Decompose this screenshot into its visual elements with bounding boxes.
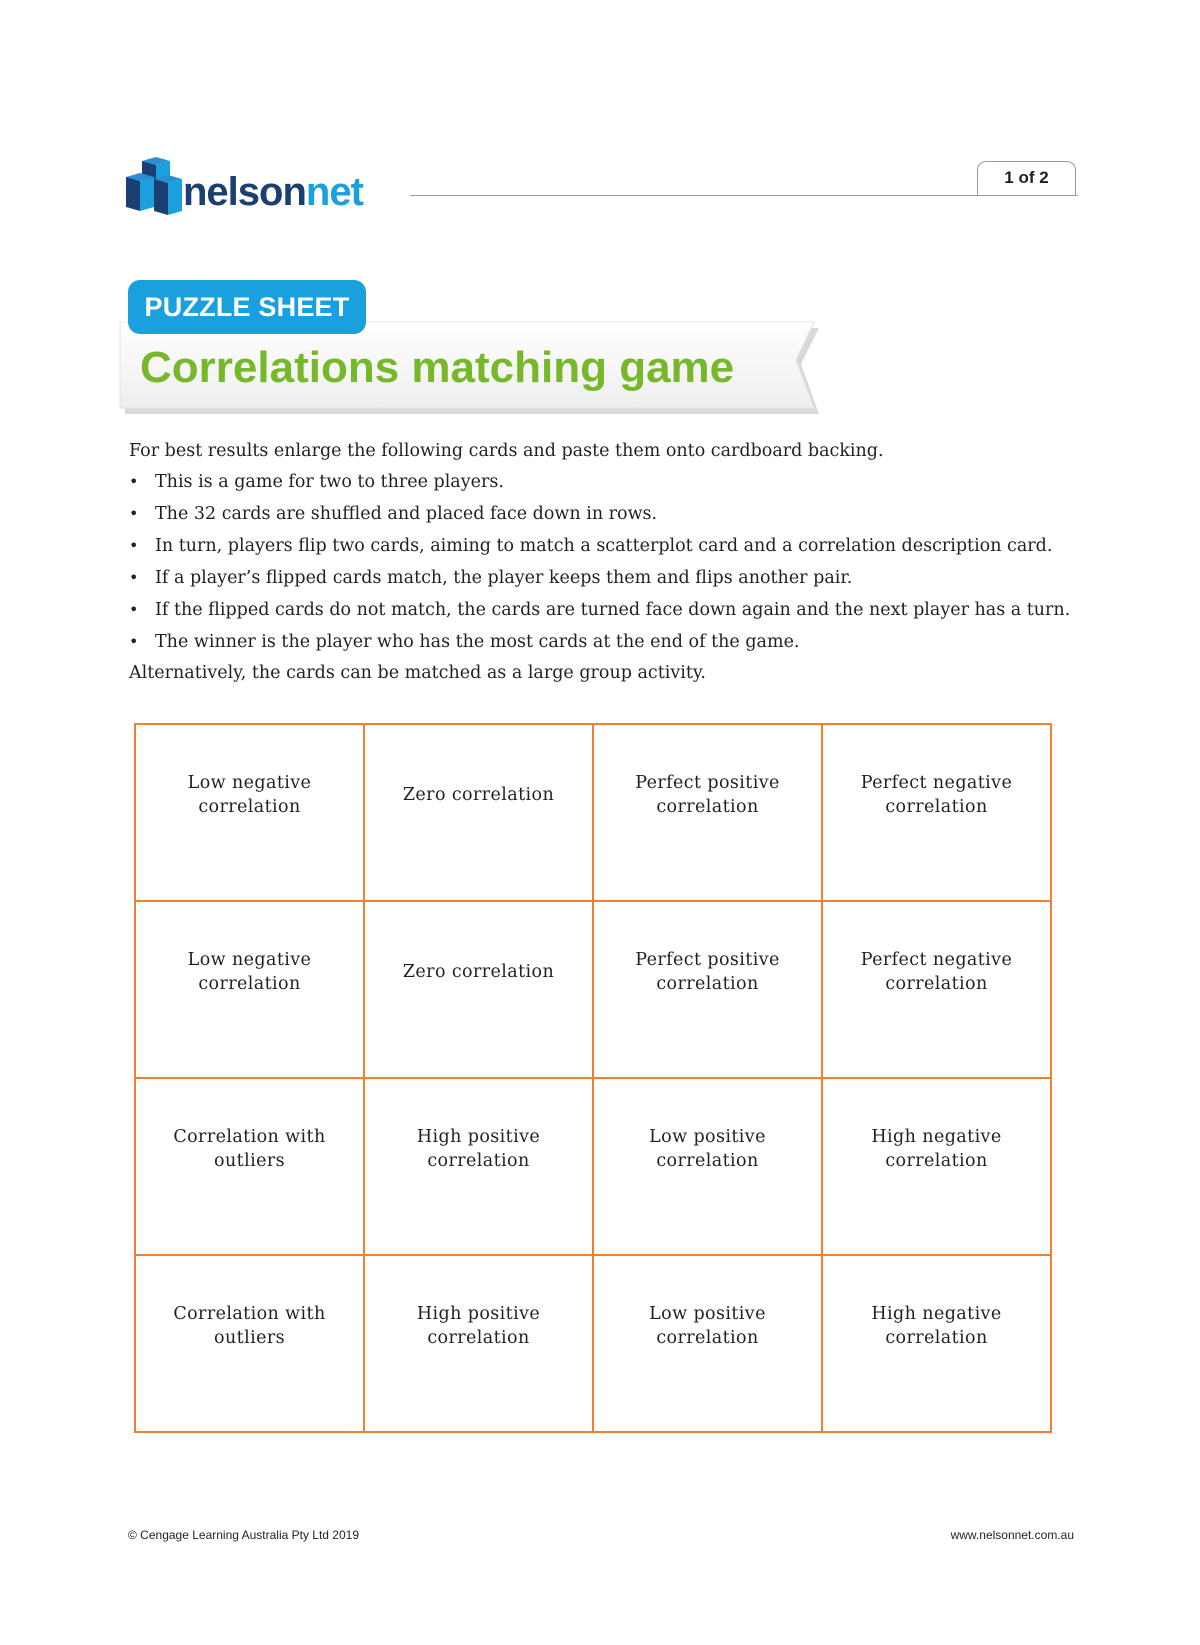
card-label: Correlation with outliers [173,1303,326,1348]
card [364,724,593,901]
nelsonnet-logo [126,157,416,227]
card [593,1255,822,1432]
card-grid [134,723,1052,1433]
card-label: Zero correlation [402,961,555,982]
card [135,724,364,901]
card-label: High positive correlation [416,1303,541,1348]
instructions-list [129,466,1089,658]
website-link[interactable]: www.nelsonnet.com.au [950,1528,1074,1542]
card-label: High negative correlation [871,1303,1002,1348]
card [822,724,1051,901]
nelsonnet-cube-icon [126,157,416,227]
card [593,1078,822,1255]
card [593,724,822,901]
card-label: Zero correlation [402,784,555,805]
card-label: Perfect negative correlation [860,772,1013,817]
page-indicator: 1 of 2 [977,161,1076,195]
card-label: Low positive correlation [649,1126,766,1171]
card-row [135,1255,1051,1432]
card-label: Low negative correlation [187,772,312,817]
instruction-item: • If a player’s flipped cards match, the player keeps them and flips another pair. [129,562,1089,594]
card [364,901,593,1078]
card-row [135,901,1051,1078]
card-label: Low negative correlation [187,949,312,994]
puzzle-sheet-label: PUZZLE SHEET [128,280,366,334]
card [135,901,364,1078]
logo-text-net: net [305,170,363,214]
page-title: Correlations matching game [140,343,735,392]
card-label: High positive correlation [416,1126,541,1171]
instruction-item: • If the flipped cards do not match, the cards are turned face down again and the next player has a turn. [129,594,1089,626]
instruction-item: • The 32 cards are shuffled and placed face down in rows. [129,498,1089,530]
svg-text:nelsonnet [183,170,364,214]
card-label: Perfect positive correlation [635,772,780,817]
copyright-text: © Cengage Learning Australia Pty Ltd 2019 [128,1528,359,1542]
logo-text-nelson: nelson [183,170,306,214]
card [593,901,822,1078]
card [135,1078,364,1255]
card-label: Correlation with outliers [173,1126,326,1171]
card [364,1255,593,1432]
card-label: Low positive correlation [649,1303,766,1348]
card [822,1078,1051,1255]
instruction-item: • In turn, players flip two cards, aiming to match a scatterplot card and a correlation description card. [129,530,1089,562]
card [364,1078,593,1255]
instruction-item: • This is a game for two to three players. [129,466,1089,498]
instructions-outro: Alternatively, the cards can be matched as a large group activity. [129,663,706,683]
instructions [129,438,1089,686]
card [135,1255,364,1432]
instructions-intro: For best results enlarge the following cards and paste them onto cardboard backing. [129,441,884,461]
card [822,901,1051,1078]
card [822,1255,1051,1432]
card-row [135,1078,1051,1255]
card-label: High negative correlation [871,1126,1002,1171]
card-label: Perfect positive correlation [635,949,780,994]
card-row [135,724,1051,901]
header-divider [410,195,1078,196]
card-label: Perfect negative correlation [860,949,1013,994]
instruction-item: • The winner is the player who has the most cards at the end of the game. [129,626,1089,658]
